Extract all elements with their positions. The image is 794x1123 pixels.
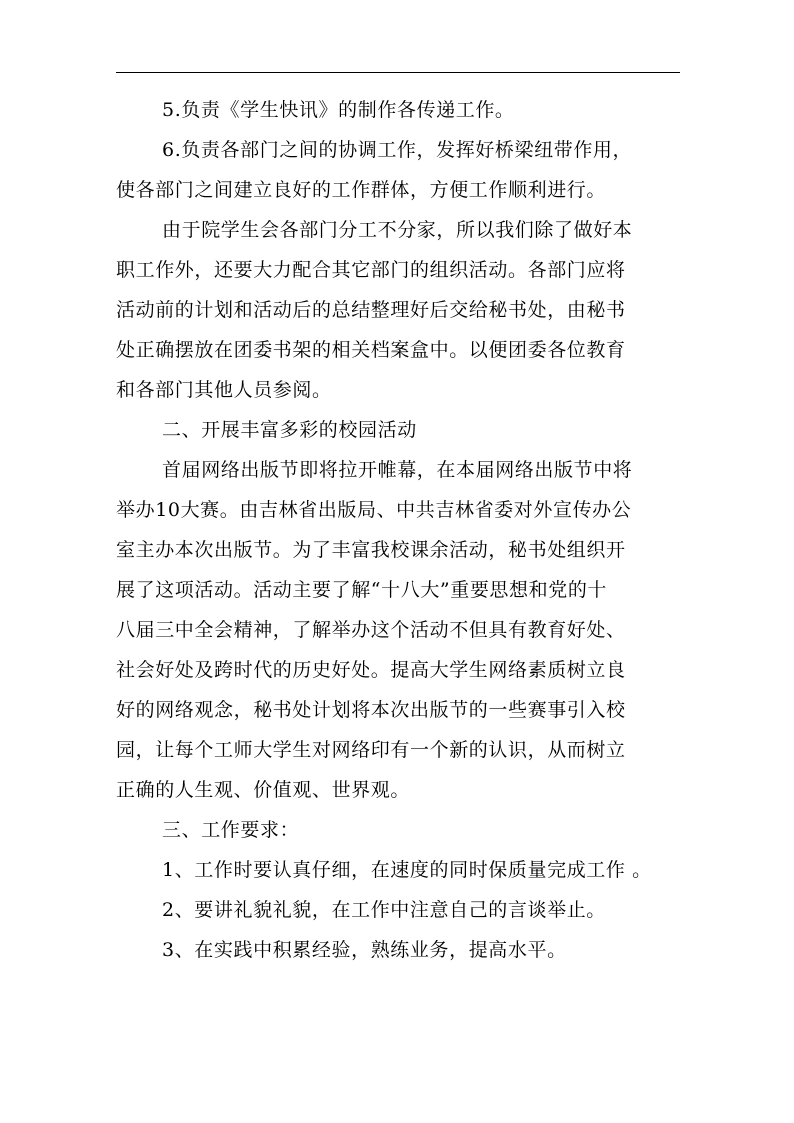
header-rule [116,72,680,73]
requirement-item-3: 3、在实践中积累经验，熟练业务，提高水平。 [162,939,567,961]
requirement-item-2: 2、要讲礼貌礼貌，在工作中注意自己的言谈举止。 [162,899,606,921]
paragraph-line: 使各部门之间建立良好的工作群体，方便工作顺利进行。 [116,179,607,201]
paragraph-line: 园，让每个工师大学生对网络印有一个新的认识，从而树立 [116,739,626,761]
paragraph-line: 处正确摆放在团委书架的相关档案盒中。以便团委各位教育 [116,339,626,361]
document-body [116,90,678,970]
section-heading-activities: 二、开展丰富多彩的校园活动 [162,419,417,441]
paragraph-line: 举办10大赛。由吉林省出版局、中共吉林省委对外宣传办公 [116,499,632,521]
paragraph-line: 正确的人生观、价值观、世界观。 [116,779,411,801]
section-heading-requirements: 三、工作要求： [162,819,300,841]
paragraph-line: 职工作外，还要大力配合其它部门的组织活动。各部门应将 [116,259,626,281]
paragraph-line: 八届三中全会精神，了解举办这个活动不但具有教育好处、 [116,619,626,641]
paragraph-line: 首届网络出版节即将拉开帷幕，在本届网络出版节中将 [162,459,633,481]
paragraph-line: 社会好处及跨时代的历史好处。提高大学生网络素质树立良 [116,659,626,681]
paragraph-line: 展了这项活动。活动主要了解“十八大”重要思想和党的十 [116,579,608,601]
paragraph-line-duty-6: 6.负责各部门之间的协调工作，发挥好桥梁纽带作用， [162,139,633,161]
requirement-item-1: 1、工作时要认真仔细，在速度的同时保质量完成工作 。 [162,859,652,881]
paragraph-line: 好的网络观念，秘书处计划将本次出版节的一些赛事引入校 [116,699,626,721]
paragraph-line-duty-5: 5.负责《学生快讯》的制作各传递工作。 [162,99,515,121]
paragraph-line: 由于院学生会各部门分工不分家，所以我们除了做好本 [162,219,633,241]
paragraph-line: 室主办本次出版节。为了丰富我校课余活动，秘书处组织开 [116,539,626,561]
paragraph-line: 和各部门其他人员参阅。 [116,379,332,401]
paragraph-line: 活动前的计划和活动后的总结整理好后交给秘书处，由秘书 [116,299,626,321]
